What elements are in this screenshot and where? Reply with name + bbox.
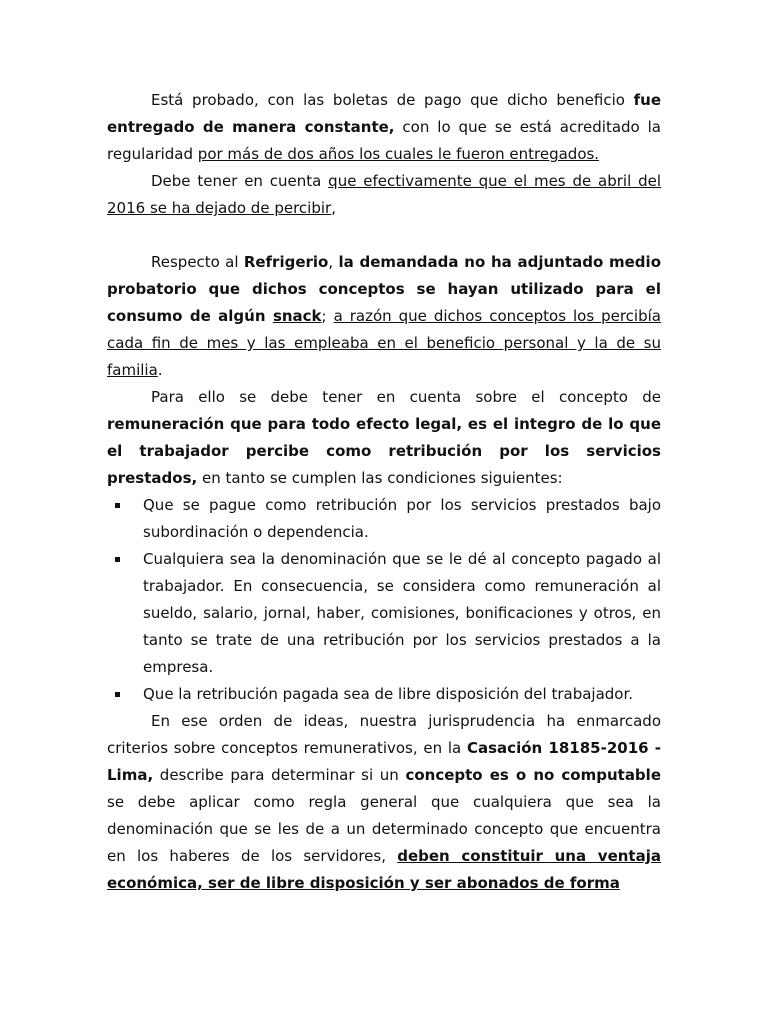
p3-text-4: . xyxy=(157,361,163,379)
bullet-square-icon xyxy=(115,503,120,508)
p2-underline-1: que efectivamente que el mes de abril del 2016 se ha dejado de percibir xyxy=(107,172,661,217)
bullet-square-icon xyxy=(115,692,120,697)
list-item xyxy=(143,492,661,546)
document-page xyxy=(107,87,661,897)
p5-text-2: describe para determinar si un xyxy=(153,766,406,784)
list-item xyxy=(143,546,661,681)
p5-text-1: En ese orden de ideas, nuestra jurisprudencia ha enmarcado criterios sobre conceptos remunerativos, en la xyxy=(107,712,661,757)
p1-underline-1: por más de dos años los cuales le fueron entregados. xyxy=(197,145,600,163)
paragraph-2 xyxy=(107,168,661,222)
list-item-text: Que se pague como retribución por los servicios prestados bajo subordinación o dependencia. xyxy=(143,496,661,541)
p1-text-1: Está probado, con las boletas de pago que dicho beneficio xyxy=(151,91,634,109)
p5-bold-underline-1: deben constituir una ventaja económica, ser de libre disposición y ser abonados de forma xyxy=(107,847,661,892)
p1-bold-1: fue entregado de manera constante, xyxy=(107,91,661,136)
paragraph-4 xyxy=(107,384,661,492)
p4-text-2: en tanto se cumplen las condiciones siguientes: xyxy=(197,469,563,487)
p3-bold-1: Refrigerio xyxy=(243,253,329,271)
p5-bold-2: concepto es o no computable xyxy=(405,766,661,784)
p5-text-3: se debe aplicar como regla general que cualquiera que sea la denominación que se les de a un determinado concepto que encuentra en los haberes de los servidores, xyxy=(107,793,661,865)
list-item-text: Cualquiera sea la denominación que se le dé al concepto pagado al trabajador. En consecuencia, se considera como remuneración al sueldo, salario, jornal, haber, comisiones, bonificaciones y otros, en tanto se trate de una retribución por los servicios prestados a la empresa. xyxy=(143,550,661,676)
p2-text-2: , xyxy=(331,199,336,217)
p3-text-2: , xyxy=(328,253,339,271)
paragraph-3 xyxy=(107,249,661,384)
paragraph-5 xyxy=(107,708,661,897)
p4-text-1: Para ello se debe tener en cuenta sobre el concepto de xyxy=(151,388,661,406)
p3-text-1: Respecto al xyxy=(151,253,244,271)
p3-underline-1: a razón que dichos conceptos los percibía cada fin de mes y las empleaba en el beneficio personal y la de su familia xyxy=(107,307,661,379)
p5-bold-1: Casación 18185-2016 - Lima, xyxy=(107,739,661,784)
p3-text-3: ; xyxy=(321,307,334,325)
p2-text-1: Debe tener en cuenta xyxy=(151,172,329,190)
p3-bold-2: la demandada no ha adjuntado medio probatorio que dichos conceptos se hayan utilizado para el consumo de algún xyxy=(107,253,661,325)
bullet-square-icon xyxy=(115,557,120,562)
p3-bold-underline-1: snack xyxy=(272,307,322,325)
paragraph-1 xyxy=(107,87,661,168)
list-item xyxy=(143,681,661,708)
blank-line xyxy=(107,222,661,249)
p4-bold-1: remuneración que para todo efecto legal, es el integro de lo que el trabajador percibe como retribución por los servicios prestados, xyxy=(107,415,661,487)
conditions-list xyxy=(107,492,661,708)
p1-text-2: con lo que se está acreditado la regularidad xyxy=(107,118,661,163)
list-item-text: Que la retribución pagada sea de libre disposición del trabajador. xyxy=(143,685,634,703)
